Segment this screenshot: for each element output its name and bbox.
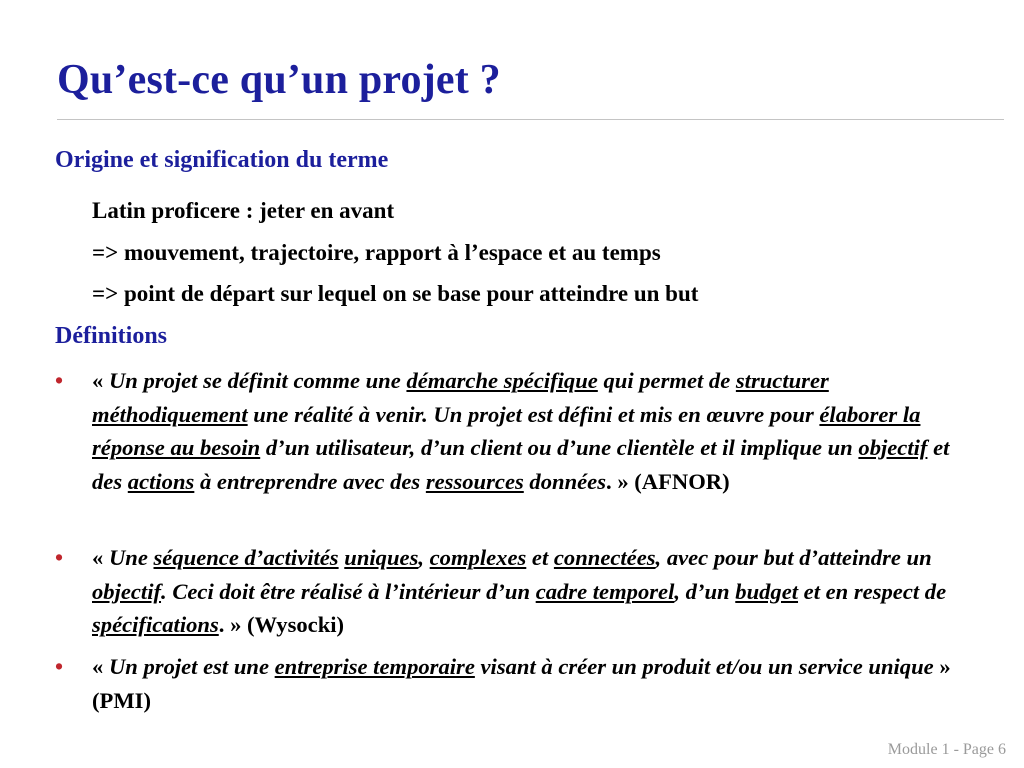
underlined-term: ressources [425,468,524,494]
text-segment: « [92,654,109,679]
text-segment: , [418,545,430,570]
text-segment: visant à créer un produit et/ou un service unique [474,654,934,679]
text-segment: une réalité à venir. Un projet est défini et mis en œuvre pour [247,401,820,427]
origin-line-1: Latin proficere : jeter en avant [92,198,395,223]
text-segment [344,545,418,570]
definition-item-wysocki [92,541,962,642]
text-segment [154,545,339,570]
text-segment: . » (Wysocki) [218,612,345,637]
text-segment [275,654,475,679]
text-segment: , avec pour but d’atteindre un [655,545,932,570]
bullet-icon: • [55,545,64,570]
text-segment: qui permet de [597,368,736,393]
origin-line-2: => mouvement, trajectoire, rapport à l’espace et au temps [92,240,661,265]
text-segment: à entreprendre avec des [194,468,426,494]
text-segment [735,579,798,604]
text-segment: , d’un [674,578,736,604]
definition-item-pmi [92,650,962,717]
text-segment: Un projet est une [108,654,275,679]
text-segment [92,579,161,604]
underlined-term: objectif [92,578,162,604]
text-segment: Un projet se définit comme une [108,368,407,393]
text-segment: données [523,468,607,494]
underlined-term: entreprise temporaire [274,654,475,679]
definition-item-afnor [92,364,962,498]
underlined-term: complexes [429,545,527,570]
origin-line-3: => point de départ sur lequel on se base pour atteindre un but [92,281,699,306]
text-segment [430,545,527,570]
underlined-term: démarche spécifique [406,368,598,393]
text-segment: et [526,545,554,570]
section-heading-definitions: Définitions [55,323,168,349]
text-segment: . Ceci doit être réalisé à l’intérieur d’un [161,578,536,604]
underlined-term: séquence d’activités [153,545,339,570]
text-segment [858,435,927,460]
text-segment [92,612,219,637]
text-segment [406,368,597,393]
underlined-term: budget [735,578,799,604]
bullet-icon: • [55,654,64,679]
slide-title: Qu’est-ce qu’un projet ? [57,57,501,103]
underlined-term: structurer méthodiquement [92,368,829,427]
underlined-term: connectées [553,545,656,570]
text-segment: » (PMI) [92,654,951,713]
text-segment [128,469,195,494]
underlined-term: uniques [344,545,419,570]
underlined-term: spécifications [92,612,219,637]
text-segment [554,545,656,570]
title-divider [57,119,1004,120]
text-segment: d’un utilisateur, d’un client ou d’une clientèle et il implique un [260,435,859,460]
text-segment: et des [92,435,950,494]
underlined-term: objectif [858,435,928,460]
text-segment: Une [108,545,154,570]
text-segment: . » (AFNOR) [606,468,730,494]
page-footer: Module 1 - Page 6 [887,741,1006,758]
underlined-term: cadre temporel [535,578,675,604]
text-segment [536,579,675,604]
bullet-icon: • [55,368,64,393]
text-segment: « [92,368,109,393]
section-heading-origine: Origine et signification du terme [55,147,389,173]
underlined-term: élaborer la réponse au besoin [92,401,921,460]
underlined-term: actions [127,468,195,494]
text-segment: « [92,545,109,570]
text-segment: et en respect de [798,578,947,604]
text-segment [426,469,524,494]
